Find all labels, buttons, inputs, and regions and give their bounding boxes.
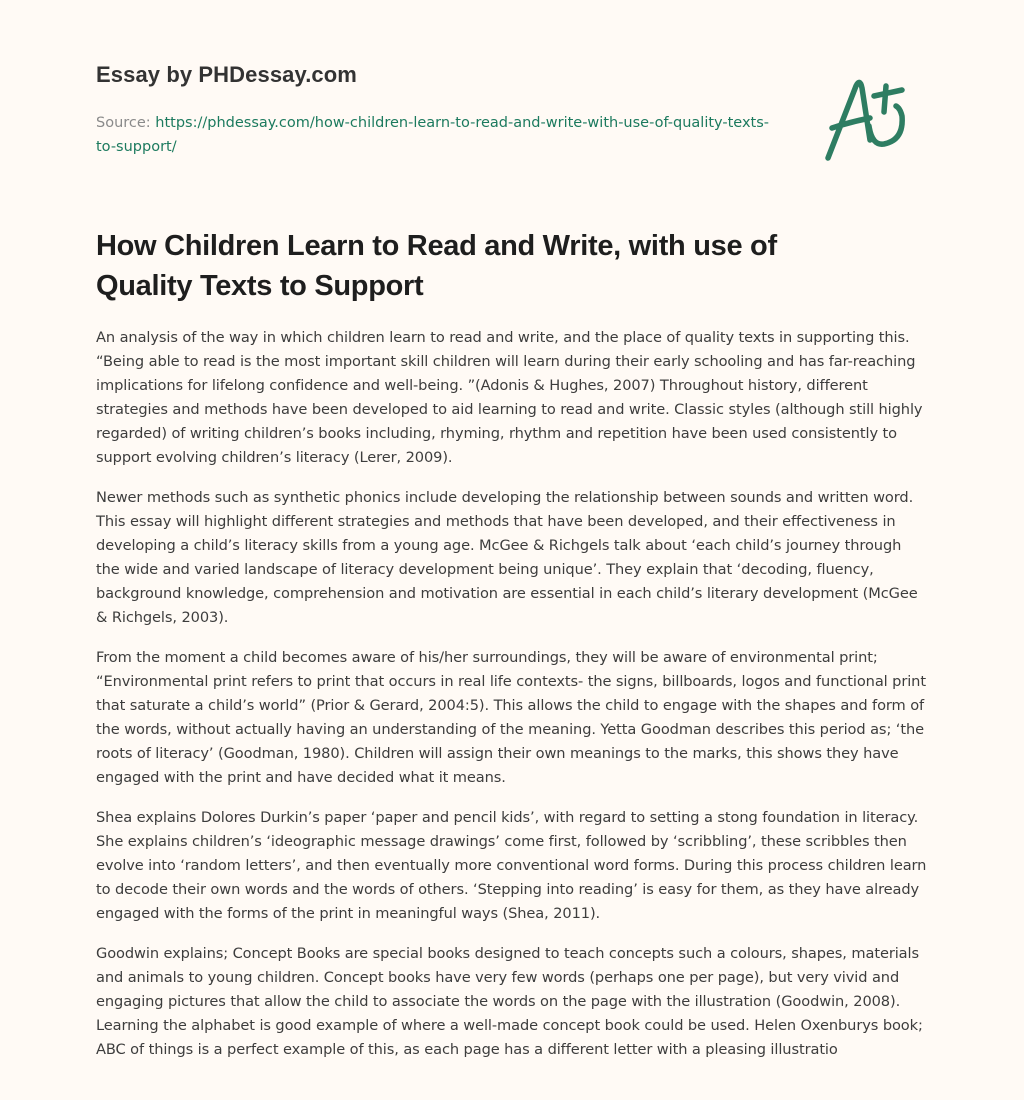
paragraph: From the moment a child becomes aware of his/her surroundings, they will be aware of environmental print; “Environmental print refers to print that occurs in real life contexts- the signs, billboards, logos and functional print that saturate a child’s world” (Prior & Gerard, 2004:5). This allows the child to engage with the shapes and form of the words, without actually having an understanding of the meaning. Yetta Goodman describes this period as; ‘the roots of literacy’ (Goodman, 1980). Children will assign their own meanings to the marks, this shows they have engaged with the print and have decided what it means. — [96, 649, 926, 786]
article-title: How Children Learn to Read and Write, with use of Quality Texts to Support — [96, 230, 777, 302]
paragraph: An analysis of the way in which children learn to read and write, and the place of quality texts in supporting this. “Being able to read is the most important skill children will learn during their early schooling and has far-reaching implications for lifelong confidence and well-being. ”(Adonis & Hughes, 2007) Throughout history, different strategies and methods have been developed to aid learning to read and write. Classic styles (although still highly regarded) of writing children’s books including, rhyming, rhythm and repetition have been used consistently to support evolving children’s literacy (Lerer, 2009). — [96, 329, 923, 466]
source-link[interactable]: https://phdessay.com/how-children-learn-to-read-and-write-with-use-of-quality-texts-to-support/ — [96, 115, 769, 155]
paragraph: Newer methods such as synthetic phonics include developing the relationship between sounds and written word. This essay will highlight different strategies and methods that have been developed, and their effectiveness in developing a child’s literacy skills from a young age. McGee & Richgels talk about ‘each child’s journey through the wide and varied landscape of literacy development being unique’. They explain that ‘decoding, fluency, background knowledge, comprehension and motivation are essential in each child’s literary development (McGee & Richgels, 2003). — [96, 489, 918, 626]
a-plus-grade-icon — [820, 66, 930, 166]
paragraph: Shea explains Dolores Durkin’s paper ‘paper and pencil kids’, with regard to setting a stong foundation in literacy. She explains children’s ‘ideographic message drawings’ come first, followed by ‘scribbling’, these scribbles then evolve into ‘random letters’, and then eventually more conventional word forms. During this process children learn to decode their own words and the words of others. ‘Stepping into reading’ is easy for them, as they have already engaged with the forms of the print in meaningful ways (Shea, 2011). — [96, 809, 927, 922]
source-label: Source: — [96, 115, 151, 131]
paragraph: Goodwin explains; Concept Books are special books designed to teach concepts such a colours, shapes, materials and animals to young children. Concept books have very few words (perhaps one per page), but very vivid and engaging pictures that allow the child to associate the words on the page with the illustration (Goodwin, 2008). Learning the alphabet is good example of where a well-made concept book could be used. Helen Oxenburys book; ABC of things is a perfect example of this, as each page has a different letter with a pleasing illustratio — [96, 945, 923, 1058]
article-body — [96, 326, 928, 1078]
page-header — [96, 62, 796, 159]
source-line — [96, 111, 776, 159]
site-title: Essay by PHDessay.com — [96, 62, 357, 87]
